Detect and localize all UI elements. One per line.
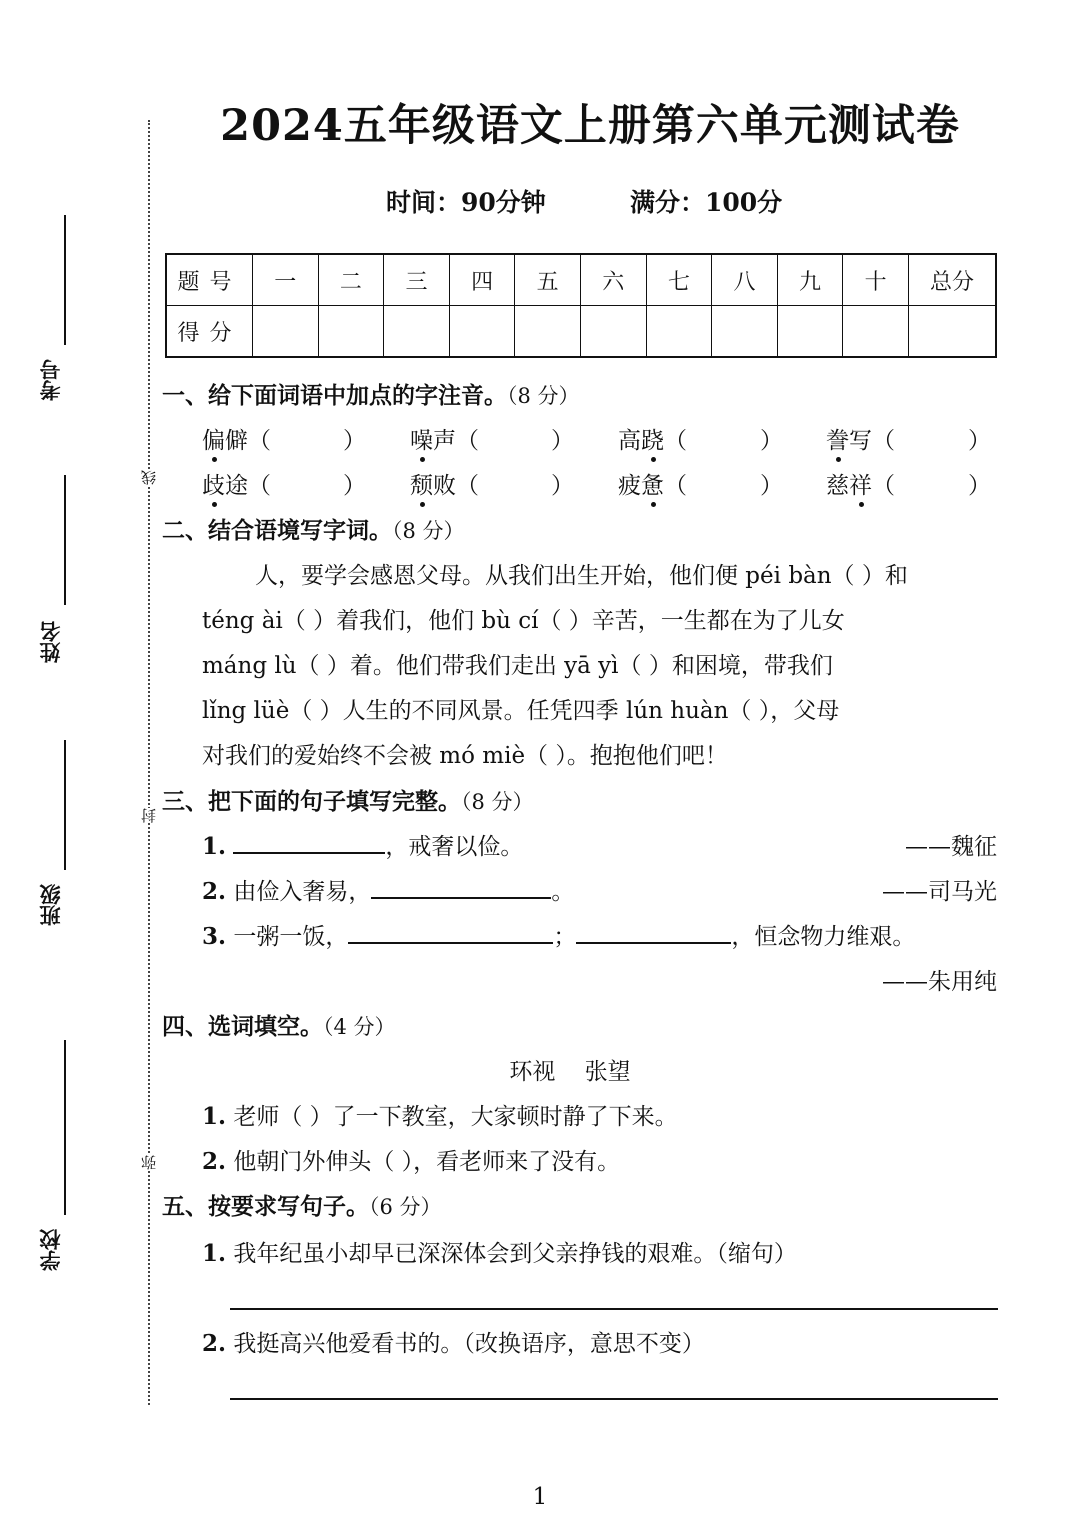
q3-author: ——司马光 bbox=[882, 879, 997, 905]
q1-word-post: （ bbox=[664, 428, 687, 454]
exam-number-label: 考号 bbox=[39, 359, 63, 401]
q5-heading-text: 五、按要求写句子。 bbox=[162, 1194, 369, 1220]
q4-item bbox=[202, 1098, 678, 1131]
q3-author: ——朱用纯 bbox=[882, 969, 997, 995]
score-table-header-row bbox=[166, 254, 996, 306]
binding-dotted-line bbox=[148, 120, 150, 1405]
q2-passage-line: téng ài（ ）着我们，他们 bù cí（ ）辛苦，一生都在为了儿女 bbox=[202, 608, 845, 634]
score-cell[interactable] bbox=[909, 306, 997, 358]
q3-points: （8 分） bbox=[461, 790, 534, 814]
score-table-row-head: 题号 bbox=[166, 254, 253, 306]
q2-heading bbox=[162, 512, 465, 545]
score-cell[interactable] bbox=[449, 306, 515, 358]
q4-heading-text: 四、选词填空。 bbox=[162, 1014, 323, 1040]
q1-dotted-char: 偏 bbox=[202, 422, 225, 455]
q1-dotted-char: 噪 bbox=[410, 422, 433, 455]
q1-word bbox=[410, 467, 479, 500]
q1-word bbox=[202, 467, 271, 500]
score-cell[interactable] bbox=[646, 306, 712, 358]
q1-paren-close: ） bbox=[551, 428, 574, 454]
q5-item bbox=[202, 1235, 797, 1268]
q1-word-pre: 慈 bbox=[826, 473, 849, 499]
q1-word-post: 声（ bbox=[433, 428, 479, 454]
q3-heading bbox=[162, 783, 534, 816]
q1-dotted-char: 惫 bbox=[641, 467, 664, 500]
q1-paren-close: ） bbox=[343, 428, 366, 454]
q3-item-number: 3. bbox=[202, 923, 227, 950]
score-cell[interactable] bbox=[318, 306, 384, 358]
cut-mark-mi: 弥 bbox=[140, 1155, 158, 1170]
q5-heading bbox=[162, 1188, 442, 1221]
q3-item-number: 1. bbox=[202, 833, 227, 860]
q2-passage-line: 对我们的爱始终不会被 mó miè（ ）。抱抱他们吧！ bbox=[202, 743, 728, 769]
q3-item-text: 一粥一饭， bbox=[233, 924, 349, 950]
q4-item-text: 他朝门外伸头（ ），看老师来了没有。 bbox=[233, 1149, 621, 1175]
q4-item bbox=[202, 1143, 620, 1176]
score-cell[interactable] bbox=[580, 306, 646, 358]
q3-heading-text: 三、把下面的句子填写完整。 bbox=[162, 789, 461, 815]
q3-answer-blank[interactable] bbox=[371, 875, 551, 899]
score-col: 七 bbox=[646, 254, 712, 306]
score-col: 八 bbox=[712, 254, 778, 306]
q4-item-number: 1. bbox=[202, 1103, 227, 1130]
q1-dotted-char: 颓 bbox=[410, 467, 433, 500]
q4-item-text: 老师（ ）了一下教室，大家顿时静了下来。 bbox=[233, 1104, 678, 1130]
q3-answer-blank[interactable] bbox=[233, 830, 385, 854]
q3-answer-blank[interactable] bbox=[348, 920, 553, 944]
q2-heading-text: 二、结合语境写字词。 bbox=[162, 518, 392, 544]
q5-item-text: 我挺高兴他爱看书的。（改换语序，意思不变） bbox=[233, 1331, 705, 1357]
q1-paren-close: ） bbox=[551, 473, 574, 499]
full-score: 满分：100分 bbox=[630, 188, 783, 217]
q1-heading bbox=[162, 377, 580, 410]
q1-word-post: （ bbox=[664, 473, 687, 499]
q1-word bbox=[826, 422, 895, 455]
exam-number-line[interactable] bbox=[64, 215, 66, 345]
score-cell[interactable] bbox=[253, 306, 319, 358]
q5-answer-line[interactable] bbox=[230, 1308, 998, 1310]
q5-item-text: 我年纪虽小却早已深深体会到父亲挣钱的艰难。（缩句） bbox=[233, 1241, 797, 1267]
q1-word-post: 败（ bbox=[433, 473, 479, 499]
q5-points: （6 分） bbox=[369, 1195, 442, 1219]
q5-item-number: 1. bbox=[202, 1240, 227, 1267]
cut-mark-line: 线 bbox=[140, 470, 158, 485]
q1-word-pre: 疲 bbox=[618, 473, 641, 499]
q1-word-post: 途（ bbox=[225, 473, 271, 499]
q4-heading bbox=[162, 1008, 396, 1041]
q1-word-post: 写（ bbox=[849, 428, 895, 454]
score-col: 四 bbox=[449, 254, 515, 306]
q1-word-post: （ bbox=[872, 473, 895, 499]
score-col: 九 bbox=[777, 254, 843, 306]
q1-paren-close: ） bbox=[968, 428, 991, 454]
q1-paren-close: ） bbox=[968, 473, 991, 499]
score-cell[interactable] bbox=[777, 306, 843, 358]
score-col: 六 bbox=[580, 254, 646, 306]
q1-dotted-char: 跷 bbox=[641, 422, 664, 455]
q2-passage-line: lǐng lüè（ ）人生的不同风景。任凭四季 lún huàn（ ），父母 bbox=[202, 698, 840, 724]
score-col: 一 bbox=[253, 254, 319, 306]
school-label: 学校 bbox=[39, 1229, 63, 1271]
q1-points: （8 分） bbox=[507, 384, 580, 408]
q1-paren-close: ） bbox=[343, 473, 366, 499]
score-table-row-head: 得分 bbox=[166, 306, 253, 358]
q1-paren-close: ） bbox=[760, 428, 783, 454]
q3-item-text: ； bbox=[553, 924, 577, 950]
q2-passage-line: máng lù（ ）着。他们带我们走出 yā yì（ ）和困境，带我们 bbox=[202, 653, 833, 679]
q5-answer-line[interactable] bbox=[230, 1398, 998, 1400]
q3-item-text: 。 bbox=[551, 879, 575, 905]
q3-item bbox=[202, 873, 574, 906]
q3-item-text: ，戒奢以俭。 bbox=[385, 834, 524, 860]
class-label: 班级 bbox=[39, 884, 63, 926]
q1-word-post: 僻（ bbox=[225, 428, 271, 454]
q3-item-number: 2. bbox=[202, 878, 227, 905]
score-table bbox=[165, 253, 997, 358]
q3-item-text: ，恒念物力维艰。 bbox=[731, 924, 916, 950]
q1-word bbox=[826, 467, 895, 500]
q4-points: （4 分） bbox=[323, 1015, 396, 1039]
score-col: 二 bbox=[318, 254, 384, 306]
score-cell[interactable] bbox=[384, 306, 450, 358]
q3-item-text: 由俭入奢易， bbox=[233, 879, 372, 905]
name-line[interactable] bbox=[64, 475, 66, 605]
score-col: 五 bbox=[515, 254, 581, 306]
q1-heading-text: 一、给下面词语中加点的字注音。 bbox=[162, 383, 507, 409]
score-cell[interactable] bbox=[843, 306, 909, 358]
q4-item-number: 2. bbox=[202, 1148, 227, 1175]
q1-dotted-char: 誊 bbox=[826, 422, 849, 455]
q1-word bbox=[618, 422, 687, 455]
score-cell[interactable] bbox=[515, 306, 581, 358]
q3-answer-blank[interactable] bbox=[576, 920, 731, 944]
page-number: 1 bbox=[532, 1484, 548, 1510]
score-col: 三 bbox=[384, 254, 450, 306]
q3-item bbox=[202, 828, 523, 861]
q2-passage-line: 人，要学会感恩父母。从我们出生开始，他们便 péi bàn（ ）和 bbox=[255, 563, 908, 589]
score-col-total: 总分 bbox=[909, 254, 997, 306]
q5-item bbox=[202, 1325, 705, 1358]
score-table-score-row bbox=[166, 306, 996, 358]
cut-mark-seal: 封 bbox=[140, 808, 158, 823]
q1-word bbox=[202, 422, 271, 455]
page-title: 2024五年级语文上册第六单元测试卷 bbox=[220, 101, 960, 151]
score-col: 十 bbox=[843, 254, 909, 306]
q1-word bbox=[410, 422, 479, 455]
q2-points: （8 分） bbox=[392, 519, 465, 543]
q5-item-number: 2. bbox=[202, 1330, 227, 1357]
q3-author: ——魏征 bbox=[905, 834, 997, 860]
q1-word-pre: 高 bbox=[618, 428, 641, 454]
name-label: 姓名 bbox=[39, 621, 63, 663]
q3-item bbox=[202, 918, 915, 951]
q1-word bbox=[618, 467, 687, 500]
q1-dotted-char: 歧 bbox=[202, 467, 225, 500]
score-cell[interactable] bbox=[712, 306, 778, 358]
class-line[interactable] bbox=[64, 740, 66, 870]
exam-time: 时间：90分钟 bbox=[386, 188, 546, 217]
q1-paren-close: ） bbox=[760, 473, 783, 499]
q4-word-bank: 环视 张望 bbox=[509, 1059, 631, 1085]
q1-dotted-char: 祥 bbox=[849, 467, 872, 500]
